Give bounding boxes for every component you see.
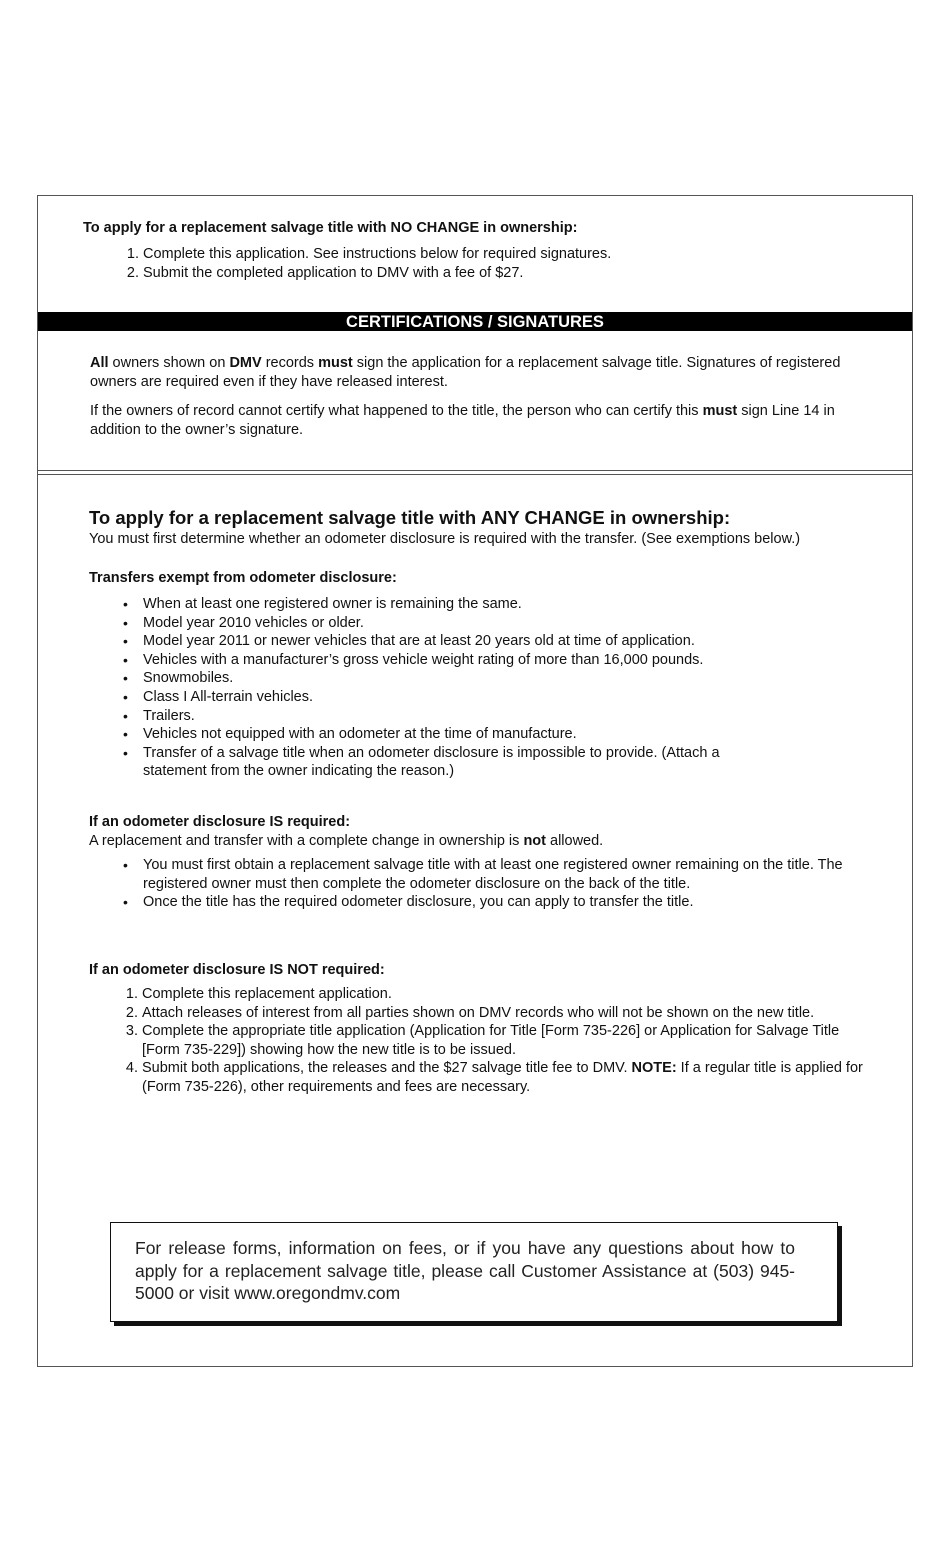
required-heading: If an odometer disclosure IS required: <box>89 814 351 830</box>
list-item: • Class I All-terrain vehicles. <box>123 688 314 705</box>
required-intro: A replacement and transfer with a complete change in ownership is not allowed. <box>89 833 604 849</box>
section-divider <box>38 474 912 475</box>
list-item: • Vehicles with a manufacturer’s gross vehicle weight rating of more than 16,000 pounds. <box>123 651 704 668</box>
list-item: • Model year 2011 or newer vehicles that are at least 20 years old at time of application. <box>123 633 695 650</box>
list-item: • When at least one registered owner is remaining the same. <box>123 596 522 612</box>
no-change-title: To apply for a replacement salvage title with NO CHANGE in ownership: <box>83 220 578 236</box>
list-item: 2. Attach releases of interest from all parties shown on DMV records who will not be shown on the new title. <box>125 1004 815 1021</box>
any-change-intro: You must first determine whether an odometer disclosure is required with the transfer. (See exemptions below.) <box>89 531 801 547</box>
no-change-steps <box>126 245 843 282</box>
required-list <box>123 856 873 912</box>
list-item: • You must first obtain a replacement salvage title with at least one registered owner remaining on the title. The registered owner must then complete the odometer disclosure on the back of the title. <box>123 857 843 892</box>
list-item: • Vehicles not equipped with an odometer at the time of manufacture. <box>123 726 577 743</box>
certifications-header: CERTIFICATIONS / SIGNATURES <box>38 312 912 331</box>
exempt-heading: Transfers exempt from odometer disclosure: <box>89 570 397 586</box>
list-item: • Once the title has the required odometer disclosure, you can apply to transfer the title. <box>123 894 694 911</box>
list-item: 1. Complete this replacement application. <box>125 986 392 1002</box>
certifications-paragraph-2: If the owners of record cannot certify what happened to the title, the person who can certify this must sign Line 14 in addition to the owner’s signature. <box>90 403 835 438</box>
certifications-paragraph-1: All owners shown on DMV records must sign the application for a replacement salvage title. Signatures of registered owners are required even if they have released interest. <box>90 355 841 390</box>
list-item: • Model year 2010 vehicles or older. <box>123 614 364 631</box>
list-item: 2. Submit the completed application to DMV with a fee of $27. <box>126 264 524 281</box>
list-item: 4. Submit both applications, the releases and the $27 salvage title fee to DMV. NOTE: If a regular title is applied for (Form 735-226), other requirements and fees are necessary. <box>125 1060 863 1095</box>
list-item: 3. Complete the appropriate title application (Application for Title [Form 735-226] or Application for Salvage Title [Form 735-229]) showing how the new title is to be issued. <box>125 1023 840 1058</box>
not-required-steps <box>125 985 872 1097</box>
contact-info-text: For release forms, information on fees, or if you have any questions about how to apply for a replacement salvage title, please call Customer Assistance at (503) 945-5000 or visit www.oregondmv.com <box>135 1238 795 1303</box>
any-change-title: To apply for a replacement salvage title with ANY CHANGE in ownership: <box>89 507 731 528</box>
contact-info-box <box>110 1222 838 1322</box>
section-divider <box>38 470 912 471</box>
not-required-heading: If an odometer disclosure IS NOT required: <box>89 962 385 978</box>
list-item: • Snowmobiles. <box>123 670 234 687</box>
exemptions-list <box>123 595 783 781</box>
list-item: • Transfer of a salvage title when an odometer disclosure is impossible to provide. (Attach a statement from the owner indicating the reason.) <box>123 744 720 780</box>
list-item: • Trailers. <box>123 707 195 724</box>
list-item: 1. Complete this application. See instructions below for required signatures. <box>126 246 612 262</box>
